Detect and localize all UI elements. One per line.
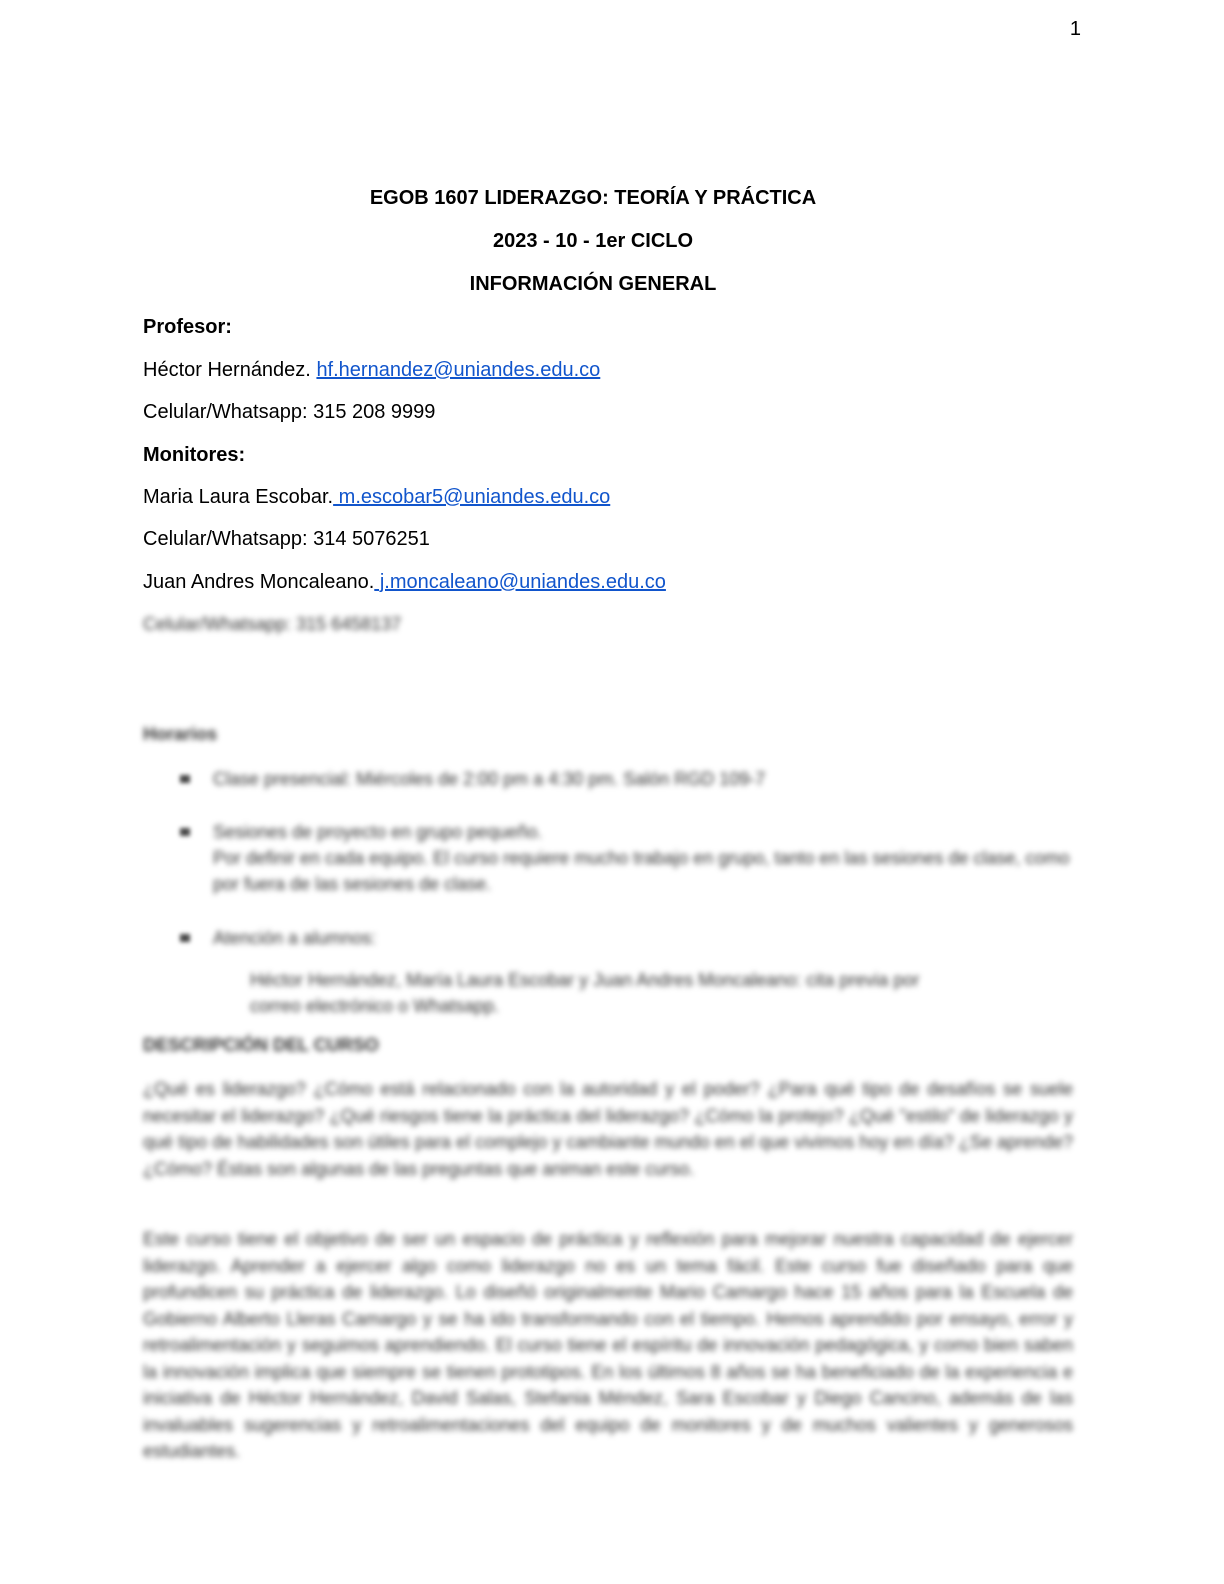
description-paragraph: Este curso tiene el objetivo de ser un espacio de práctica y reflexión para mejorar nuestra capacidad de ejercer liderazgo. Aprender a ejercer algo como liderazgo no es un tema fácil. Este curso fue diseñado para que profundicen su práctica de liderazgo. Lo diseñó originalmente Mario Camargo hace 15 años para la Escuela de Gobierno Alberto Lleras Camargo y se ha ido transformando con el tiempo. Hemos aprendido por ensayo, error y retroalimentación y seguimos aprendiendo. El curso tiene el espíritu de innovación pedagógica, y como bien saben la innovación implica que siempre se tienen prototipos. En los últimos 8 años se ha beneficiado de la experiencia e iniciativa de Héctor Hernández, David Salas, Stefania Méndez, Sara Escobar y Diego Cancino, además de las invaluables sugerencias y retroalimentaciones del equipo de monitores y de muchos valientes y generosos estudiantes.	[143, 1229, 1073, 1461]
professor-line	[143, 359, 600, 382]
monitor-email-link[interactable]: j.moncaleano@uniandes.edu.co	[374, 571, 666, 593]
monitor-line	[143, 571, 666, 594]
bullet-icon	[180, 934, 190, 942]
professor-heading: Profesor:	[143, 316, 232, 338]
description-paragraph: ¿Qué es liderazgo? ¿Cómo está relacionado con la autoridad y el poder? ¿Para qué tipo de desafíos se suele necesitar el liderazgo? ¿Qué riesgos tiene la práctica del liderazgo? ¿Cómo la protejo? ¿Qué "estilo" de liderazgo y qué tipo de habilidades son útiles para el complejo y cambiante mundo en el que vivimos hoy en día? ¿Se aprende? ¿Cómo? Éstas son algunas de las preguntas que animan este curso.	[143, 1079, 1073, 1179]
schedule-item: Atención a alumnos:	[213, 928, 377, 948]
document-title: EGOB 1607 LIDERAZGO: TEORÍA Y PRÁCTICA	[369, 187, 817, 209]
period: 2023 - 10 - 1er CICLO	[492, 230, 694, 252]
schedule-heading: Horarios	[143, 724, 218, 744]
monitor-phone: Celular/Whatsapp: 314 5076251	[143, 528, 430, 550]
page-number: 1	[1069, 18, 1081, 40]
professor-email-link[interactable]: hf.hernandez@uniandes.edu.co	[316, 359, 601, 381]
professor-name: Héctor Hernández.	[143, 359, 311, 381]
professor-phone: Celular/Whatsapp: 315 208 9999	[143, 401, 436, 423]
monitor-line	[143, 486, 610, 509]
monitor-email-link[interactable]: m.escobar5@uniandes.edu.co	[333, 486, 611, 508]
description-heading: DESCRIPCIÓN DEL CURSO	[143, 1035, 379, 1055]
monitor-name: Juan Andres Moncaleano.	[143, 571, 375, 593]
monitor-name: Maria Laura Escobar.	[143, 486, 334, 508]
section-title: INFORMACIÓN GENERAL	[469, 273, 717, 295]
attention-detail: Héctor Hernández, María Laura Escobar y Juan Andres Moncaleano: cita previa por correo electrónico o Whatsapp.	[250, 970, 920, 1016]
schedule-item: Sesiones de proyecto en grupo pequeño. Por definir en cada equipo. El curso requiere mucho trabajo en grupo, tanto en las sesiones de clase, como por fuera de las sesiones de clase.	[213, 822, 1070, 894]
bullet-icon	[180, 828, 190, 836]
monitors-heading: Monitores:	[143, 444, 246, 466]
bullet-icon	[180, 775, 190, 783]
schedule-item: Clase presencial: Miércoles de 2:00 pm a 4:30 pm. Salón RGD 109-7	[213, 769, 766, 789]
monitor-phone: Celular/Whatsapp: 315 6458137	[143, 614, 402, 634]
